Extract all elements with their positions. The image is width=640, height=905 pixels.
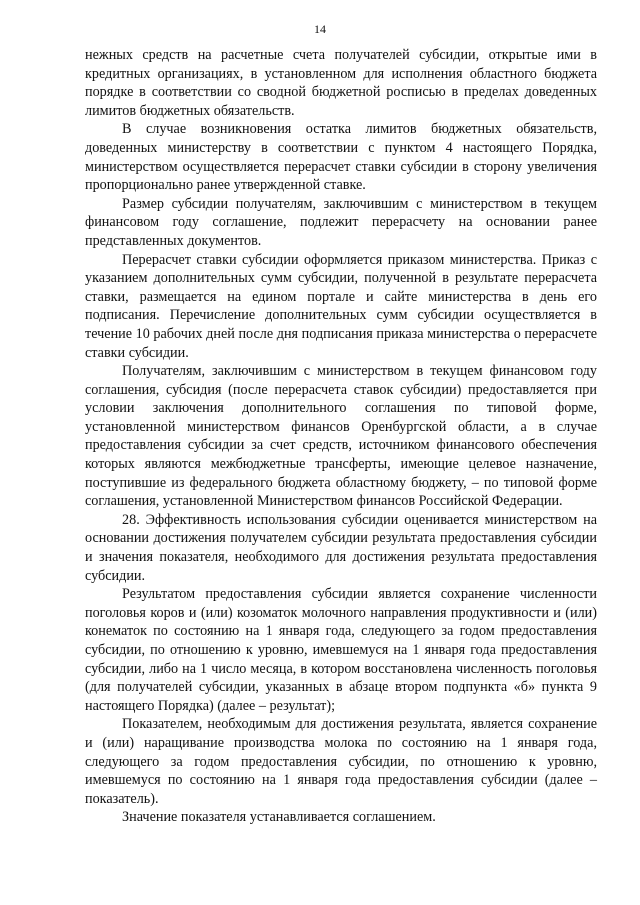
paragraph-recalculation-order: Перерасчет ставки субсидии оформляется приказом министерства. Приказ с указанием дополнительных сумм субсидии, полученной в результате перерасчета ставки, размещается на едином портале и сайте министерства в день его подписания. Перечисление дополнительных сумм субсидии осуществляется в течение 10 рабочих дней после дня подписания приказа министерства о перерасчете ставки субсидии. — [85, 251, 597, 361]
paragraph-additional-agreement: Получателям, заключившим с министерством в текущем финансовом году соглашения, субсидия (после перерасчета ставок субсидии) предоставляется при условии заключения дополнительного соглашения по типовой форме, установленной министерством финансов Оренбургской области, а в случае предоставления субсидии за счет средств, источником финансового обеспечения которых являются межбюджетные трансферты, имеющие целевое назначение, поступившие из федерального бюджета областному бюджету, – по типовой форме соглашения, установленной Министерством финансов Российской Федерации. — [85, 363, 597, 510]
paragraph-remaining-limits: В случае возникновения остатка лимитов бюджетных обязательств, доведенных министерству в соответствии с пунктом 4 настоящего Порядка, министерством осуществляется перерасчет ставки субсидии в сторону увеличения пропорционально ранее утвержденной ставке. — [85, 121, 597, 194]
paragraph-continuation: нежных средств на расчетные счета получателей субсидии, открытые ими в кредитных организациях, в установленном для исполнения областного бюджета порядке в соответствии со сводной бюджетной росписью в пределах доведенных лимитов бюджетных обязательств. — [85, 47, 597, 119]
paragraph-subsidy-recalculation: Размер субсидии получателям, заключившим с министерством в текущем финансовом году соглашение, подлежит перерасчету на основании ранее представленных документов. — [85, 195, 597, 249]
paragraph-indicator: Показателем, необходимым для достижения результата, является сохранение и (или) наращивание производства молока по состоянию на 1 января года, следующего за годом предоставления субсидии, по отношению к уровню, имевшемуся по состоянию на 1 января года предоставления субсидии (далее – показатель). — [85, 716, 597, 807]
document-body — [85, 46, 597, 827]
paragraph-28-efficiency: 28. Эффективность использования субсидии оценивается министерством на основании достижения получателем субсидии результата предоставления субсидии и значения показателя, необходимого для достижения результата предоставления субсидии. — [85, 511, 597, 584]
paragraph-indicator-value: Значение показателя устанавливается соглашением. — [122, 809, 436, 826]
paragraph-result: Результатом предоставления субсидии является сохранение численности поголовья коров и (или) козоматок молочного направления продуктивности и (или) конематок по состоянию на 1 января года, следующего за годом предоставления субсидии, по отношению к уровню, имевшемуся на 1 января года предоставления субсидии, либо на 1 число месяца, в котором восстановлена численность поголовья (для получателей субсидии, указанных в абзаце втором подпункта «б» пункта 9 настоящего Порядка) (далее – результат); — [85, 586, 597, 714]
page-number: 14 — [314, 22, 326, 36]
